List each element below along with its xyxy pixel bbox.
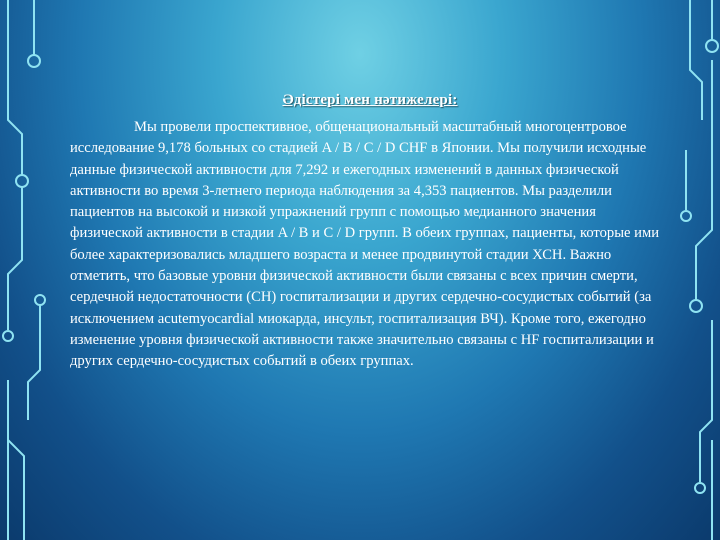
- slide-body-text: Мы провели проспективное, общенациональный масштабный многоцентровое исследование 9,178 больных со стадией A / B / C / D CHF в Японии. Мы получили исходные данные физической активности для 7,292 и ежегодных изменений в данных физической активности во время 3-летнего периода наблюдения за 4,353 пациентов. Мы разделили пациентов на высокой и низкой упражнений групп с помощью медианного значения физической активности в стадии A / B и C / D групп. В обеих группах, пациенты, которые ими более характеризовались младшего возраста и менее продвинутой стадии ХСН. Важно отметить, что базовые уровни физической активности были связаны с всех причин смерти, сердечной недостаточности (СН) госпитализации и других сердечно-сосудистых событий (за исключением acutemyocardial миокарда, инсульт, госпитализация ВЧ). Кроме того, ежегодно изменение уровня физической активности также значительно связаны с HF госпитализации и других сердечно-сосудистых событий в обеих группах.: [70, 119, 660, 370]
- slide-content: [70, 92, 670, 373]
- slide-heading: Әдістері мен нәтижелері:: [282, 92, 458, 108]
